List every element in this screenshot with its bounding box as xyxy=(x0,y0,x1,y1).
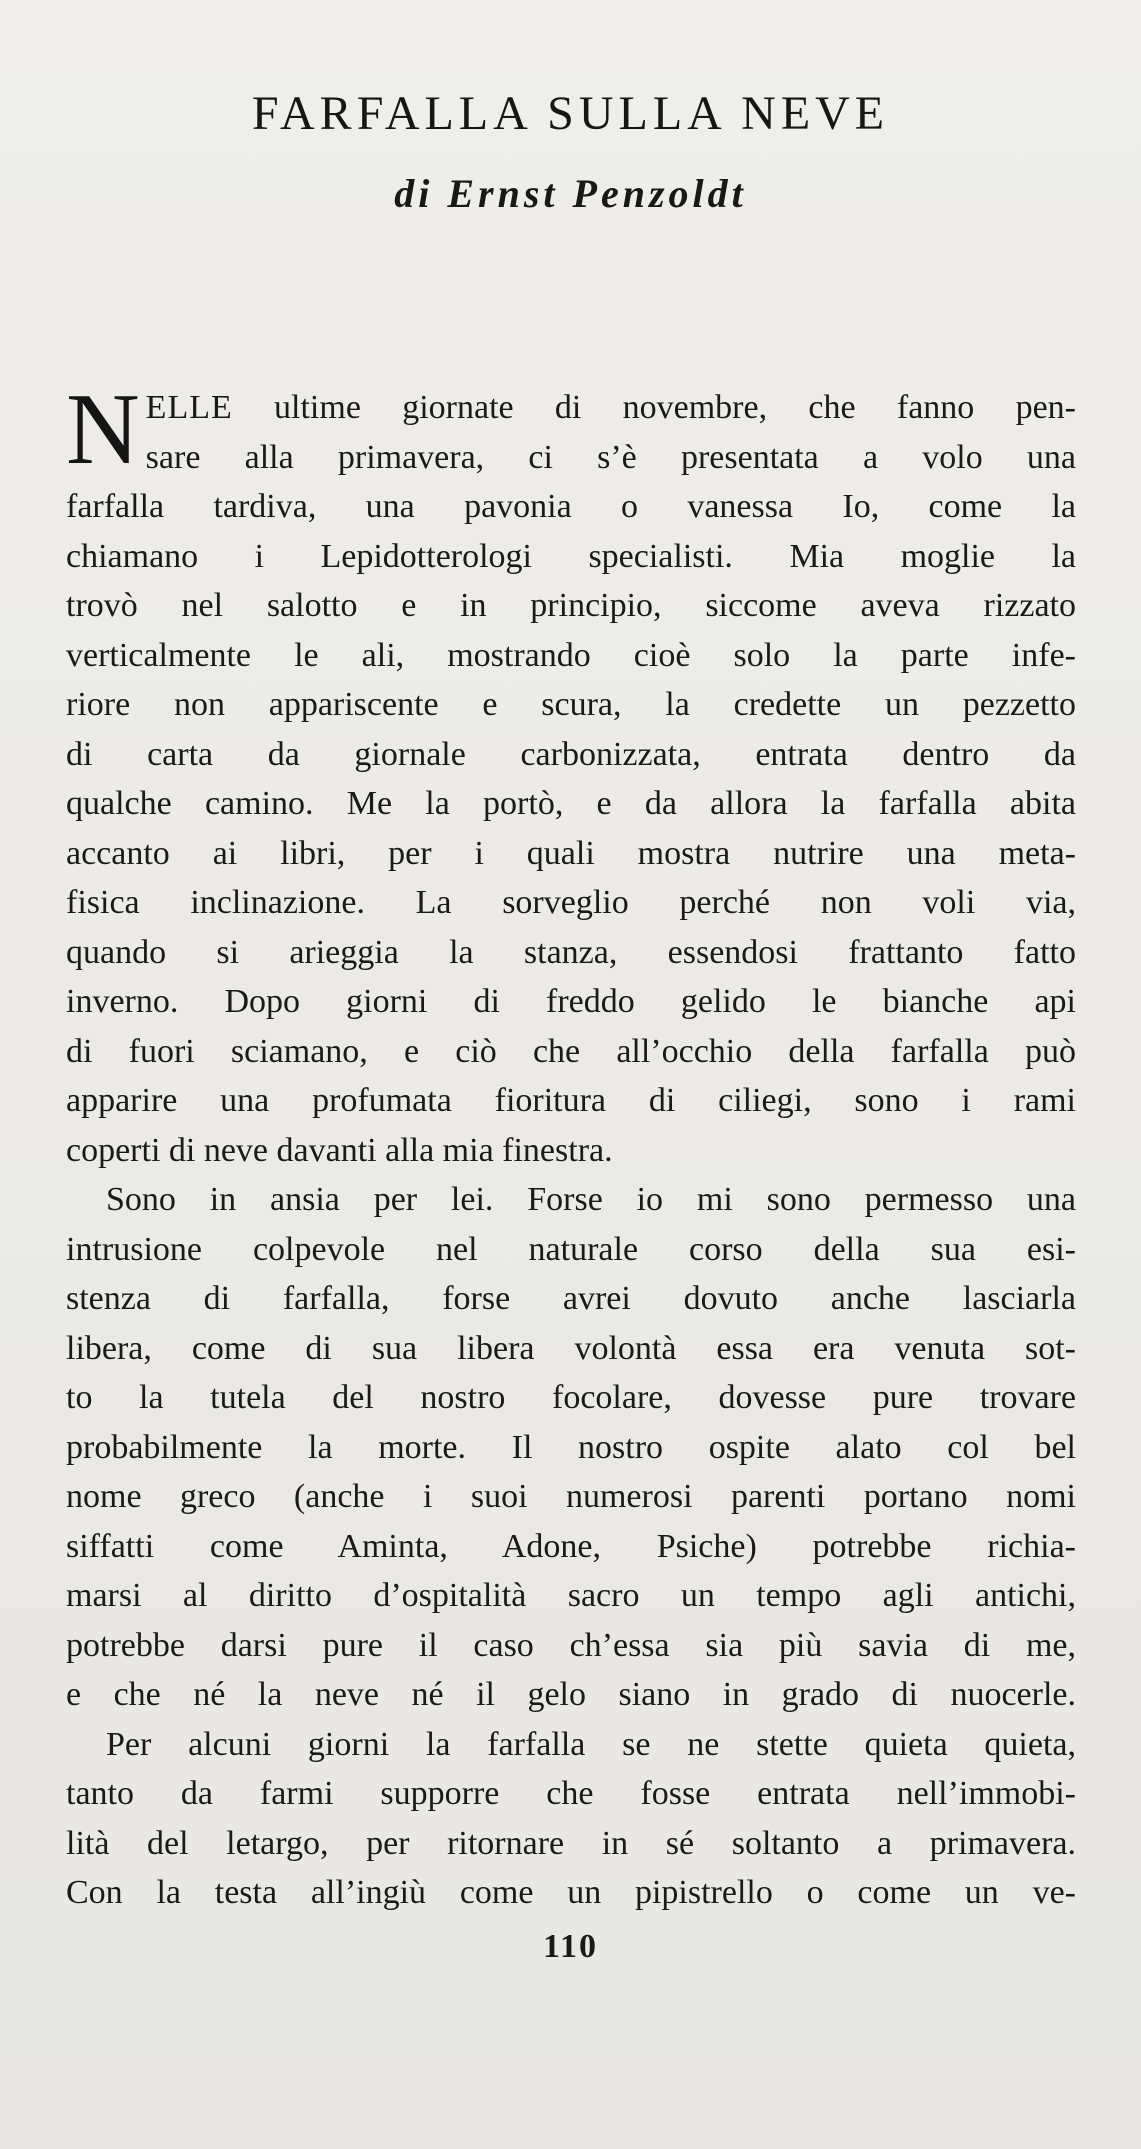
paragraph-3 xyxy=(66,1720,1076,1918)
text-line: fisica inclinazione. La sorveglio perché non voli via, xyxy=(66,884,1076,921)
text-line: trovò nel salotto e in principio, siccome aveva rizzato xyxy=(66,587,1076,624)
text-line: tanto da farmi supporre che fosse entrata nell’immobi- xyxy=(66,1775,1076,1812)
text-line: siffatti come Aminta, Adone, Psiche) potrebbe richia- xyxy=(66,1527,1076,1565)
text-line: inverno. Dopo giorni di freddo gelido le bianche api xyxy=(66,983,1076,1020)
text-line: di fuori sciamano, e ciò che all’occhio della farfalla può xyxy=(66,1032,1076,1070)
page-number: 110 xyxy=(542,1928,599,1965)
text-line xyxy=(66,383,1076,433)
text-line: marsi al diritto d’ospitalità sacro un tempo agli antichi, xyxy=(66,1577,1076,1614)
text-line: accanto ai libri, per i quali mostra nutrire una meta- xyxy=(66,834,1076,872)
first-word-small-caps: ELLE xyxy=(145,389,233,426)
text-line: quando si arieggia la stanza, essendosi frattanto fatto xyxy=(66,933,1076,971)
text-line: qualche camino. Me la portò, e da allora la farfalla abita xyxy=(66,785,1076,822)
chapter-title: FARFALLA SULLA NEVE xyxy=(251,87,890,140)
text-line: potrebbe darsi pure il caso ch’essa sia più savia di me, xyxy=(66,1626,1076,1664)
text-line: verticalmente le ali, mostrando cioè solo la parte infe- xyxy=(66,636,1076,674)
text-line: Per alcuni giorni la farfalla se ne stette quieta quieta, xyxy=(106,1725,1076,1763)
text-line-content: ultime giornate di novembre, che fanno pen- xyxy=(232,389,1076,426)
author-byline: di Ernst Penzoldt xyxy=(394,171,747,216)
text-line: libera, come di sua libera volontà essa era venuta sot- xyxy=(66,1329,1076,1367)
text-line: lità del letargo, per ritornare in sé soltanto a primavera. xyxy=(66,1824,1076,1862)
text-line: Con la testa all’ingiù come un pipistrello o come un ve- xyxy=(66,1874,1076,1911)
paragraph-1 xyxy=(66,373,1076,1175)
text-line: to la tutela del nostro focolare, dovesse pure trovare xyxy=(66,1379,1076,1416)
body-text xyxy=(66,373,1076,1918)
text-line: coperti di neve davanti alla mia finestra. xyxy=(66,1131,613,1169)
text-line: Sono in ansia per lei. Forse io mi sono permesso una xyxy=(106,1181,1076,1218)
text-line: probabilmente la morte. Il nostro ospite alato col bel xyxy=(66,1428,1076,1466)
text-line: stenza di farfalla, forse avrei dovuto anche lasciarla xyxy=(66,1280,1076,1317)
text-line: chiamano i Lepidotterologi specialisti. Mia moglie la xyxy=(66,537,1076,575)
text-line: sare alla primavera, ci s’è presentata a volo una xyxy=(145,438,1076,476)
drop-cap: N xyxy=(66,373,140,486)
text-line: apparire una profumata fioritura di ciliegi, sono i rami xyxy=(66,1082,1076,1119)
text-line: di carta da giornale carbonizzata, entrata dentro da xyxy=(66,735,1076,773)
text-line: nome greco (anche i suoi numerosi parenti portano nomi xyxy=(66,1478,1076,1515)
text-line: riore non appariscente e scura, la credette un pezzetto xyxy=(66,686,1076,723)
text-line: farfalla tardiva, una pavonia o vanessa Io, come la xyxy=(66,488,1076,525)
text-line: intrusione colpevole nel naturale corso della sua esi- xyxy=(66,1230,1076,1268)
text-line: e che né la neve né il gelo siano in grado di nuocerle. xyxy=(66,1676,1076,1713)
paragraph-2 xyxy=(66,1175,1076,1720)
